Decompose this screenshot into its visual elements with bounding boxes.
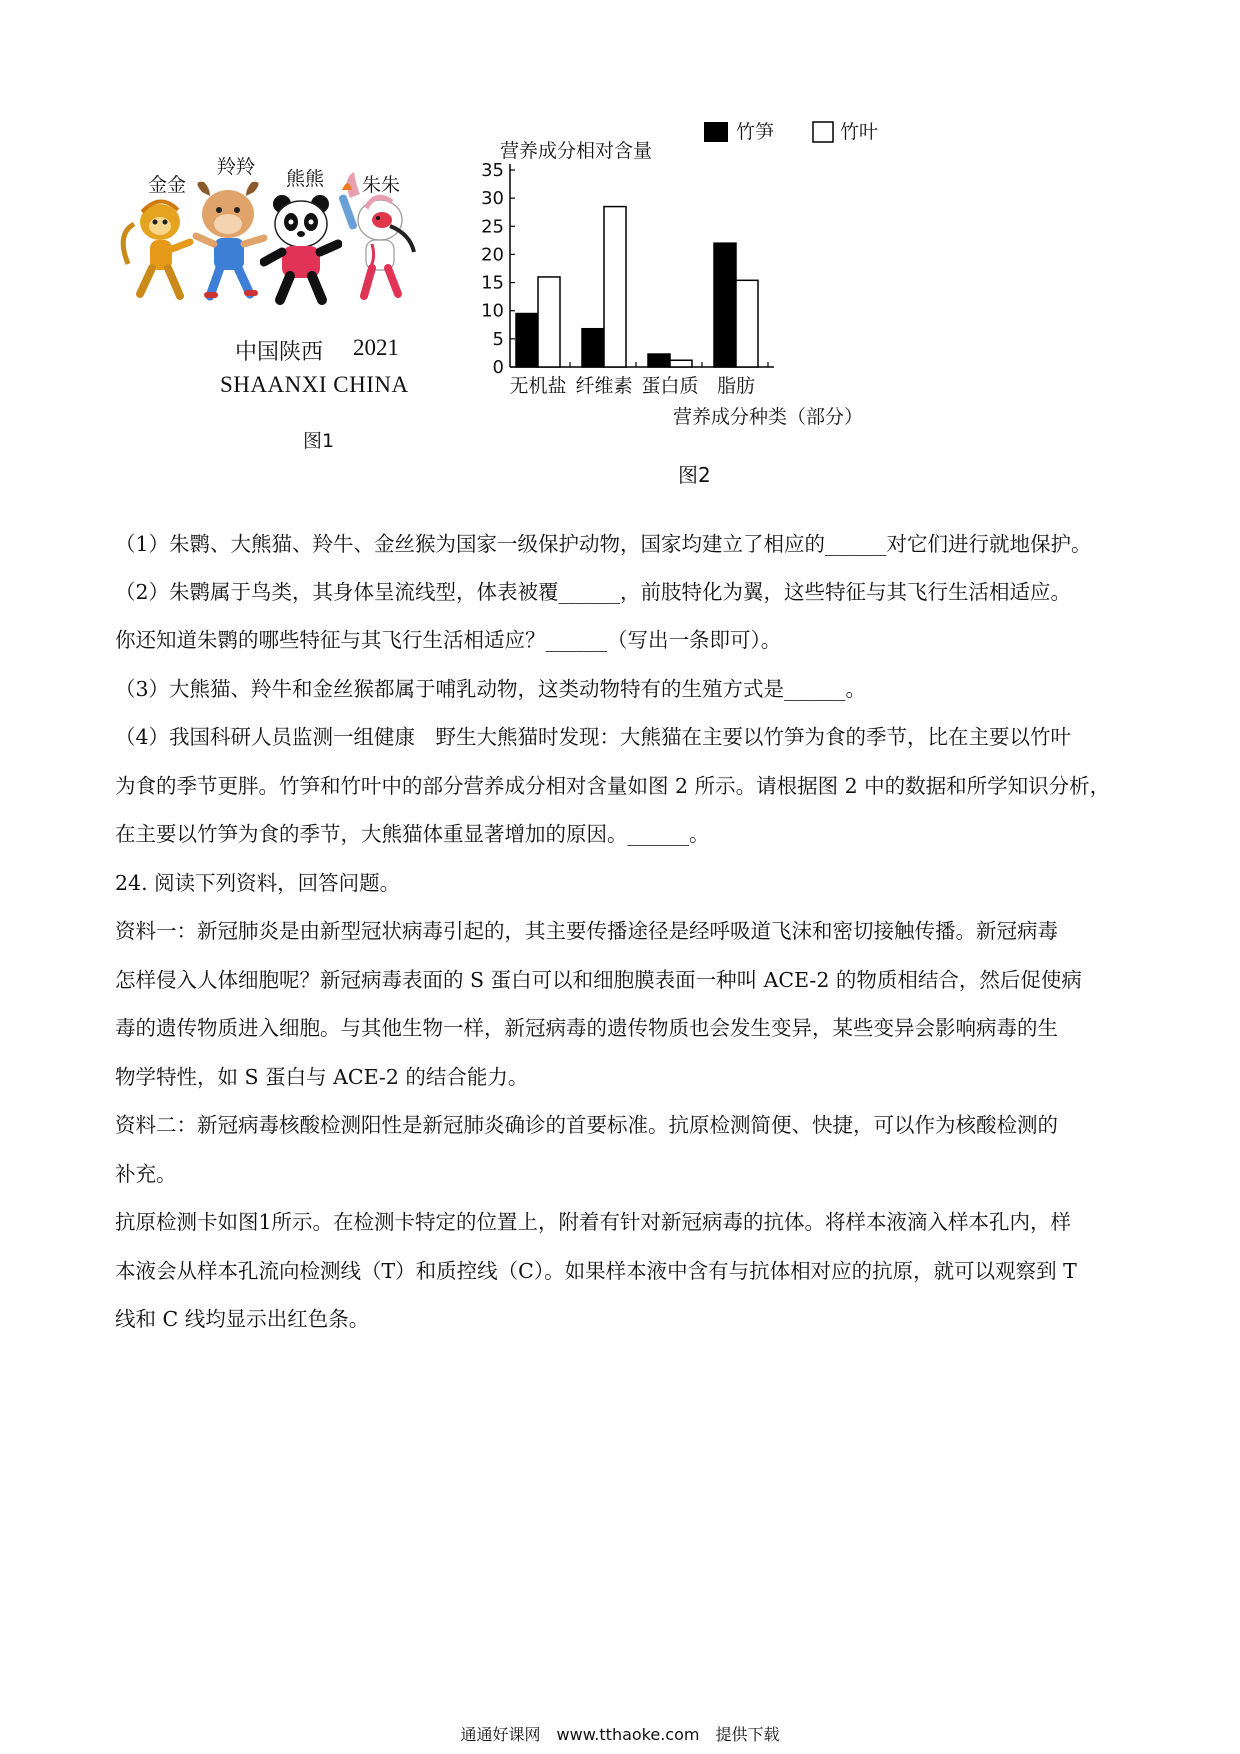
figure-1-mascot-logo	[120, 158, 465, 403]
x-tick-label: 无机盐	[509, 375, 567, 397]
logo-year: 2021	[353, 335, 399, 360]
material-2-line-2: 补充。	[115, 1162, 177, 1186]
y-tick-label: 20	[481, 244, 504, 266]
antigen-paragraph-line-2: 本液会从样本孔流向检测线（T）和质控线（C）。如果样本液中含有与抗体相对应的抗原，就可以观察到 T	[115, 1259, 1077, 1283]
y-tick-label: 25	[481, 216, 504, 238]
logo-english-text: SHAANXI CHINA	[220, 372, 409, 397]
question-24-title: 24. 阅读下列资料，回答问题。	[115, 871, 401, 895]
y-tick-label: 10	[481, 300, 504, 322]
mascot-name-xiongxiong: 熊熊	[286, 168, 325, 190]
panda-mascot-illustration	[260, 192, 342, 307]
mascot-name-jinjin: 金金	[148, 174, 187, 196]
bar-chart-svg	[478, 112, 938, 492]
material-1-line-3: 毒的遗传物质进入细胞。与其他生物一样，新冠病毒的遗传物质也会发生变异，某些变异会影响病毒的生	[115, 1016, 1058, 1040]
y-tick-label: 35	[481, 160, 504, 181]
material-1-line-2: 怎样侵入人体细胞呢？新冠病毒表面的 S 蛋白可以和细胞膜表面一种叫 ACE-2 的物质相结合，然后促使病	[115, 968, 1082, 992]
material-2-line-1: 资料二：新冠病毒核酸检测阳性是新冠肺炎确诊的首要标准。抗原检测简便、快捷，可以作为核酸检测的	[115, 1113, 1058, 1137]
mascot-name-lingling: 羚羚	[217, 156, 256, 178]
figure-2-caption: 图2	[678, 463, 711, 487]
crested-ibis-mascot-illustration	[332, 168, 422, 308]
bar	[670, 360, 692, 367]
question-4-line-3: 在主要以竹笋为食的季节，大熊猫体重显著增加的原因。______。	[115, 822, 710, 846]
bar	[538, 277, 560, 367]
question-2-line-1: （2）朱鹮属于鸟类，其身体呈流线型，体表被覆______，前肢特化为翼，这些特征与其飞行生活相适应。	[115, 580, 1072, 604]
figure-1-caption: 图1	[303, 430, 335, 452]
chart-ylabel: 营养成分相对含量	[500, 140, 653, 162]
mascot-name-zhuzhu: 朱朱	[362, 174, 401, 196]
question-1: （1）朱鹮、大熊猫、羚牛、金丝猴为国家一级保护动物，国家均建立了相应的______对它们进行就地保护。	[115, 532, 1092, 556]
chart-plot-area	[481, 160, 774, 397]
chart-xlabel: 营养成分种类（部分）	[673, 406, 864, 428]
y-tick-label: 30	[481, 188, 504, 210]
figure-2-bar-chart	[478, 112, 938, 492]
bar	[582, 329, 604, 367]
legend-label-bamboo-leaf: 竹叶	[840, 121, 879, 143]
question-3: （3）大熊猫、羚牛和金丝猴都属于哺乳动物，这类动物特有的生殖方式是______。	[115, 677, 867, 701]
y-tick-label: 5	[492, 328, 504, 350]
logo-chinese-text: 中国陕西	[235, 340, 324, 365]
y-tick-label: 15	[481, 272, 504, 294]
material-1-line-1: 资料一：新冠肺炎是由新型冠状病毒引起的，其主要传播途径是经呼吸道飞沫和密切接触传播。新冠病毒	[115, 919, 1058, 943]
question-4-line-1: （4）我国科研人员监测一组健康 野生大熊猫时发现：大熊猫在主要以竹笋为食的季节，比在主要以竹叶	[115, 725, 1072, 749]
takin-mascot-illustration	[188, 180, 270, 305]
question-4-line-2: 为食的季节更胖。竹笋和竹叶中的部分营养成分相对含量如图 2 所示。请根据图 2 中的数据和所学知识分析，	[115, 774, 1111, 798]
bar	[648, 354, 670, 367]
x-tick-label: 蛋白质	[641, 375, 699, 397]
bar	[736, 280, 758, 367]
legend-swatch-bamboo-shoot	[704, 122, 728, 142]
antigen-paragraph-line-3: 线和 C 线均显示出红色条。	[115, 1307, 370, 1331]
page-footer: 通通好课网 www.tthaoke.com 提供下载	[460, 1725, 780, 1744]
material-1-line-4: 物学特性，如 S 蛋白与 ACE-2 的结合能力。	[115, 1065, 529, 1089]
y-tick-label: 0	[492, 357, 504, 378]
antigen-paragraph-line-1: 抗原检测卡如图1所示。在检测卡特定的位置上，附着有针对新冠病毒的抗体。将样本液滴入样本孔内，样	[115, 1210, 1072, 1234]
bar	[516, 314, 538, 367]
legend-swatch-bamboo-leaf	[813, 122, 833, 142]
x-tick-label: 纤维素	[575, 375, 633, 397]
bar	[604, 207, 626, 367]
legend-label-bamboo-shoot: 竹笋	[736, 121, 775, 143]
x-tick-label: 脂肪	[716, 375, 756, 397]
question-2-line-2: 你还知道朱鹮的哪些特征与其飞行生活相适应？______（写出一条即可）。	[115, 628, 782, 652]
golden-monkey-mascot-illustration	[120, 194, 195, 309]
bar	[714, 243, 736, 367]
